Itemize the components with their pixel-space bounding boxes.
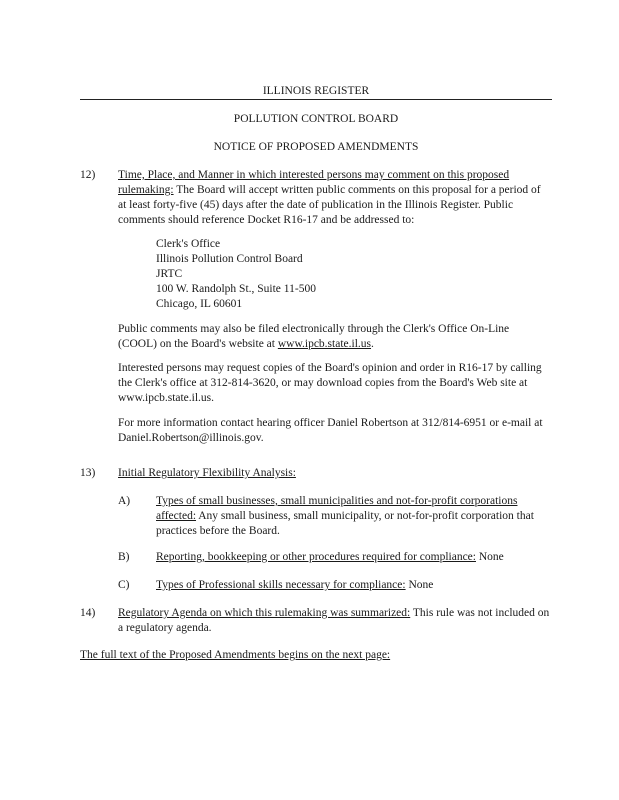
cool-text: Public comments may also be filed electronically through the Clerk's Office On-Line (COOL) on the Board's website at bbox=[118, 323, 510, 350]
item-13c-heading: Types of Professional skills necessary for compliance: bbox=[156, 579, 406, 591]
address-line: JRTC bbox=[156, 268, 183, 280]
footer-text: The full text of the Proposed Amendments begins on the next page: bbox=[80, 649, 391, 661]
item-13-heading-text: Initial Regulatory Flexibility Analysis: bbox=[118, 467, 296, 479]
item-13-number: 13) bbox=[80, 467, 96, 479]
item-13a-heading: Types of small businesses, small municipalities and not-for-profit corporations affected: bbox=[156, 495, 518, 522]
item-14-number: 14) bbox=[80, 607, 96, 619]
address-line: Chicago, IL 60601 bbox=[156, 298, 243, 310]
cool-period: . bbox=[371, 338, 374, 350]
board-website-link[interactable]: www.ipcb.state.il.us bbox=[277, 338, 372, 350]
header-rule bbox=[80, 99, 552, 100]
clerk-address bbox=[156, 237, 456, 312]
cool-paragraph bbox=[118, 322, 550, 352]
item-13c-paragraph bbox=[156, 578, 554, 593]
contact-paragraph: For more information contact hearing officer Daniel Robertson at 312/814-6951 or e-mail at Daniel.Robertson@illinois.gov. bbox=[118, 417, 543, 444]
item-13a-paragraph bbox=[156, 494, 554, 539]
item-13b-letter: B) bbox=[118, 551, 130, 563]
item-14-paragraph bbox=[118, 606, 550, 636]
item-12-paragraph bbox=[118, 168, 550, 228]
item-13c-body: None bbox=[405, 579, 434, 591]
item-12-body: The Board will accept written public comments on this proposal for a period of at least forty-five (45) days after the date of publication in the Illinois Register. Public comments should reference Docket R16-17 and be addressed to: bbox=[118, 184, 541, 226]
item-13b-heading: Reporting, bookkeeping or other procedures required for compliance: bbox=[156, 551, 476, 563]
item-12-heading: Time, Place, and Manner in which interested persons may comment on this proposed rulemaking: bbox=[118, 169, 510, 196]
item-13a-letter: A) bbox=[118, 495, 131, 507]
board-title: POLLUTION CONTROL BOARD bbox=[233, 113, 399, 125]
item-12-number: 12) bbox=[80, 169, 96, 181]
notice-title: NOTICE OF PROPOSED AMENDMENTS bbox=[213, 141, 419, 153]
item-13a-body: Any small business, small municipality, or not-for-profit corporation that practices before the Board. bbox=[156, 510, 534, 537]
item-14-heading: Regulatory Agenda on which this rulemaking was summarized: bbox=[118, 607, 411, 619]
address-line: Clerk's Office bbox=[156, 238, 221, 250]
address-line: Illinois Pollution Control Board bbox=[156, 253, 303, 265]
footer-note bbox=[80, 648, 552, 663]
register-title: ILLINOIS REGISTER bbox=[262, 85, 370, 97]
item-13b-paragraph bbox=[156, 550, 554, 565]
copies-paragraph: Interested persons may request copies of the Board's opinion and order in R16-17 by calling the Clerk's office at 312-814-3620, or may download copies from the Board's Web site at www.ipcb.state.il.us. bbox=[118, 362, 542, 404]
address-line: 100 W. Randolph St., Suite 11-500 bbox=[156, 283, 316, 295]
item-13c-letter: C) bbox=[118, 579, 130, 591]
item-14-body: This rule was not included on a regulatory agenda. bbox=[118, 607, 550, 634]
item-13-heading bbox=[118, 466, 550, 481]
item-13b-body: None bbox=[475, 551, 504, 563]
